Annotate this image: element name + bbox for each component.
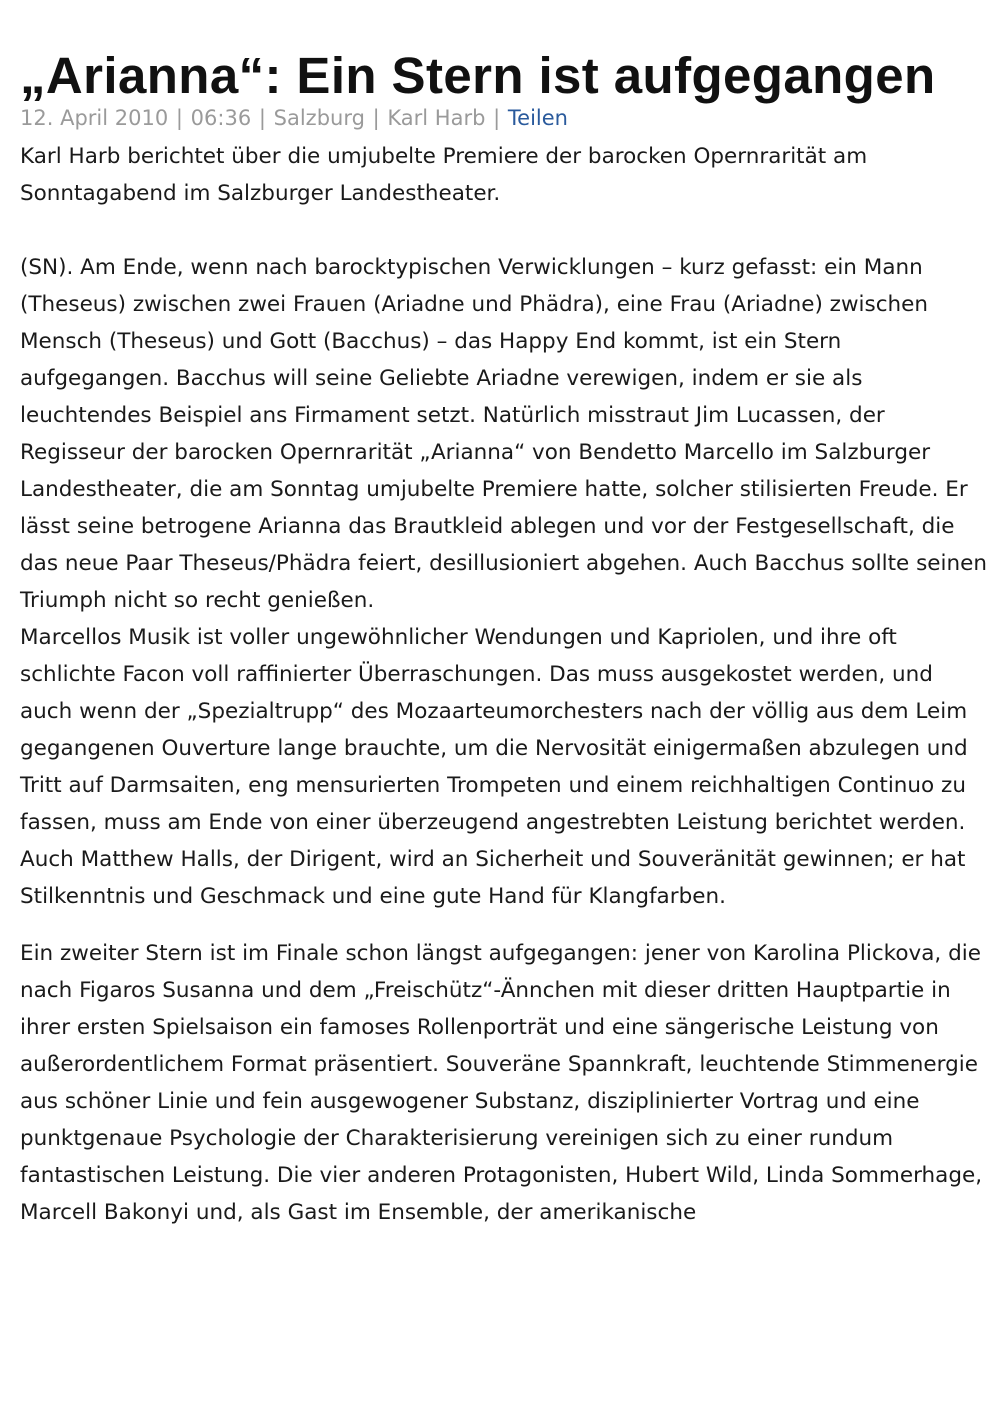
meta-separator: |	[372, 106, 380, 130]
article-lead: Karl Harb berichtet über die umjubelte Premiere der barocken Opernrarität am Sonntagabend im Salzburger Landestheater.	[20, 144, 868, 206]
article	[20, 44, 990, 1231]
body-paragraph: (SN). Am Ende, wenn nach barocktypischen Verwicklungen – kurz gefasst: ein Mann (Theseus) zwischen zwei Frauen (Ariadne und Phädra), eine Frau (Ariadne) zwischen Mensch (Theseus) und Gott (Bacchus) – das Happy End kommt, ist ein Stern aufgegangen. Bacchus will seine Geliebte Ariadne verewigen, indem er sie als leuchtendes Beispiel ans Firmament setzt. Natürlich misstraut Jim Lucassen, der Regisseur der barocken Opernrarität „Arianna“ von Bendetto Marcello im Salzburger Landestheater, die am Sonntag umjubelte Premiere hatte, solcher stilisierten Freude. Er lässt seine betrogene Arianna das Brautkleid ablegen und vor der Festgesellschaft, die das neue Paar Theseus/Phädra feiert, desillusioniert abgehen. Auch Bacchus sollte seinen Triumph nicht so recht genießen.	[20, 255, 987, 613]
body-paragraph: Marcellos Musik ist voller ungewöhnlicher Wendungen und Kapriolen, und ihre oft schlichte Facon voll raffinierter Überraschungen. Das muss ausgekostet werden, und auch wenn der „Spezialtrupp“ des Mozaarteumorchesters nach der völlig aus dem Leim gegangenen Ouverture lange brauchte, um die Nervosität einigermaßen abzulegen und Tritt auf Darmsaiten, eng mensurierten Trompeten und einem reichhaltigen Continuo zu fassen, muss am Ende von einer überzeugend angestrebten Leistung berichtet werden. Auch Matthew Halls, der Dirigent, wird an Sicherheit und Souveränität gewinnen; er hat Stilkenntnis und Geschmack und eine gute Hand für Klangfarben.	[20, 625, 968, 909]
body-paragraph: Ein zweiter Stern ist im Finale schon längst aufgegangen: jener von Karolina Plickova, die nach Figaros Susanna und dem „Freischütz“-Ännchen mit dieser dritten Hauptpartie in ihrer ersten Spielsaison ein famoses Rollenporträt und eine sängerische Leistung von außerordentlichem Format präsentiert. Souveräne Spannkraft, leuchtende Stimmenergie aus schöner Linie und fein ausgewogener Substanz, disziplinierter Vortrag und eine punktgenaue Psychologie der Charakterisierung vereinigen sich zu einer rundum fantastischen Leistung. Die vier anderen Protagonisten, Hubert Wild, Linda Sommerhage, Marcell Bakonyi und, als Gast im Ensemble, der amerikanische	[20, 941, 983, 1225]
meta-separator: |	[493, 106, 501, 130]
article-body	[20, 249, 990, 1231]
share-link[interactable]: Teilen	[507, 106, 568, 130]
meta-separator: |	[258, 106, 266, 130]
publish-time: 06:36	[190, 106, 252, 130]
author-name: Karl Harb	[387, 106, 486, 130]
section-label: Salzburg	[273, 106, 365, 130]
meta-separator: |	[175, 106, 183, 130]
publish-date: 12. April 2010	[20, 106, 169, 130]
article-headline: „Arianna“: Ein Stern ist aufgegangen	[20, 47, 936, 104]
